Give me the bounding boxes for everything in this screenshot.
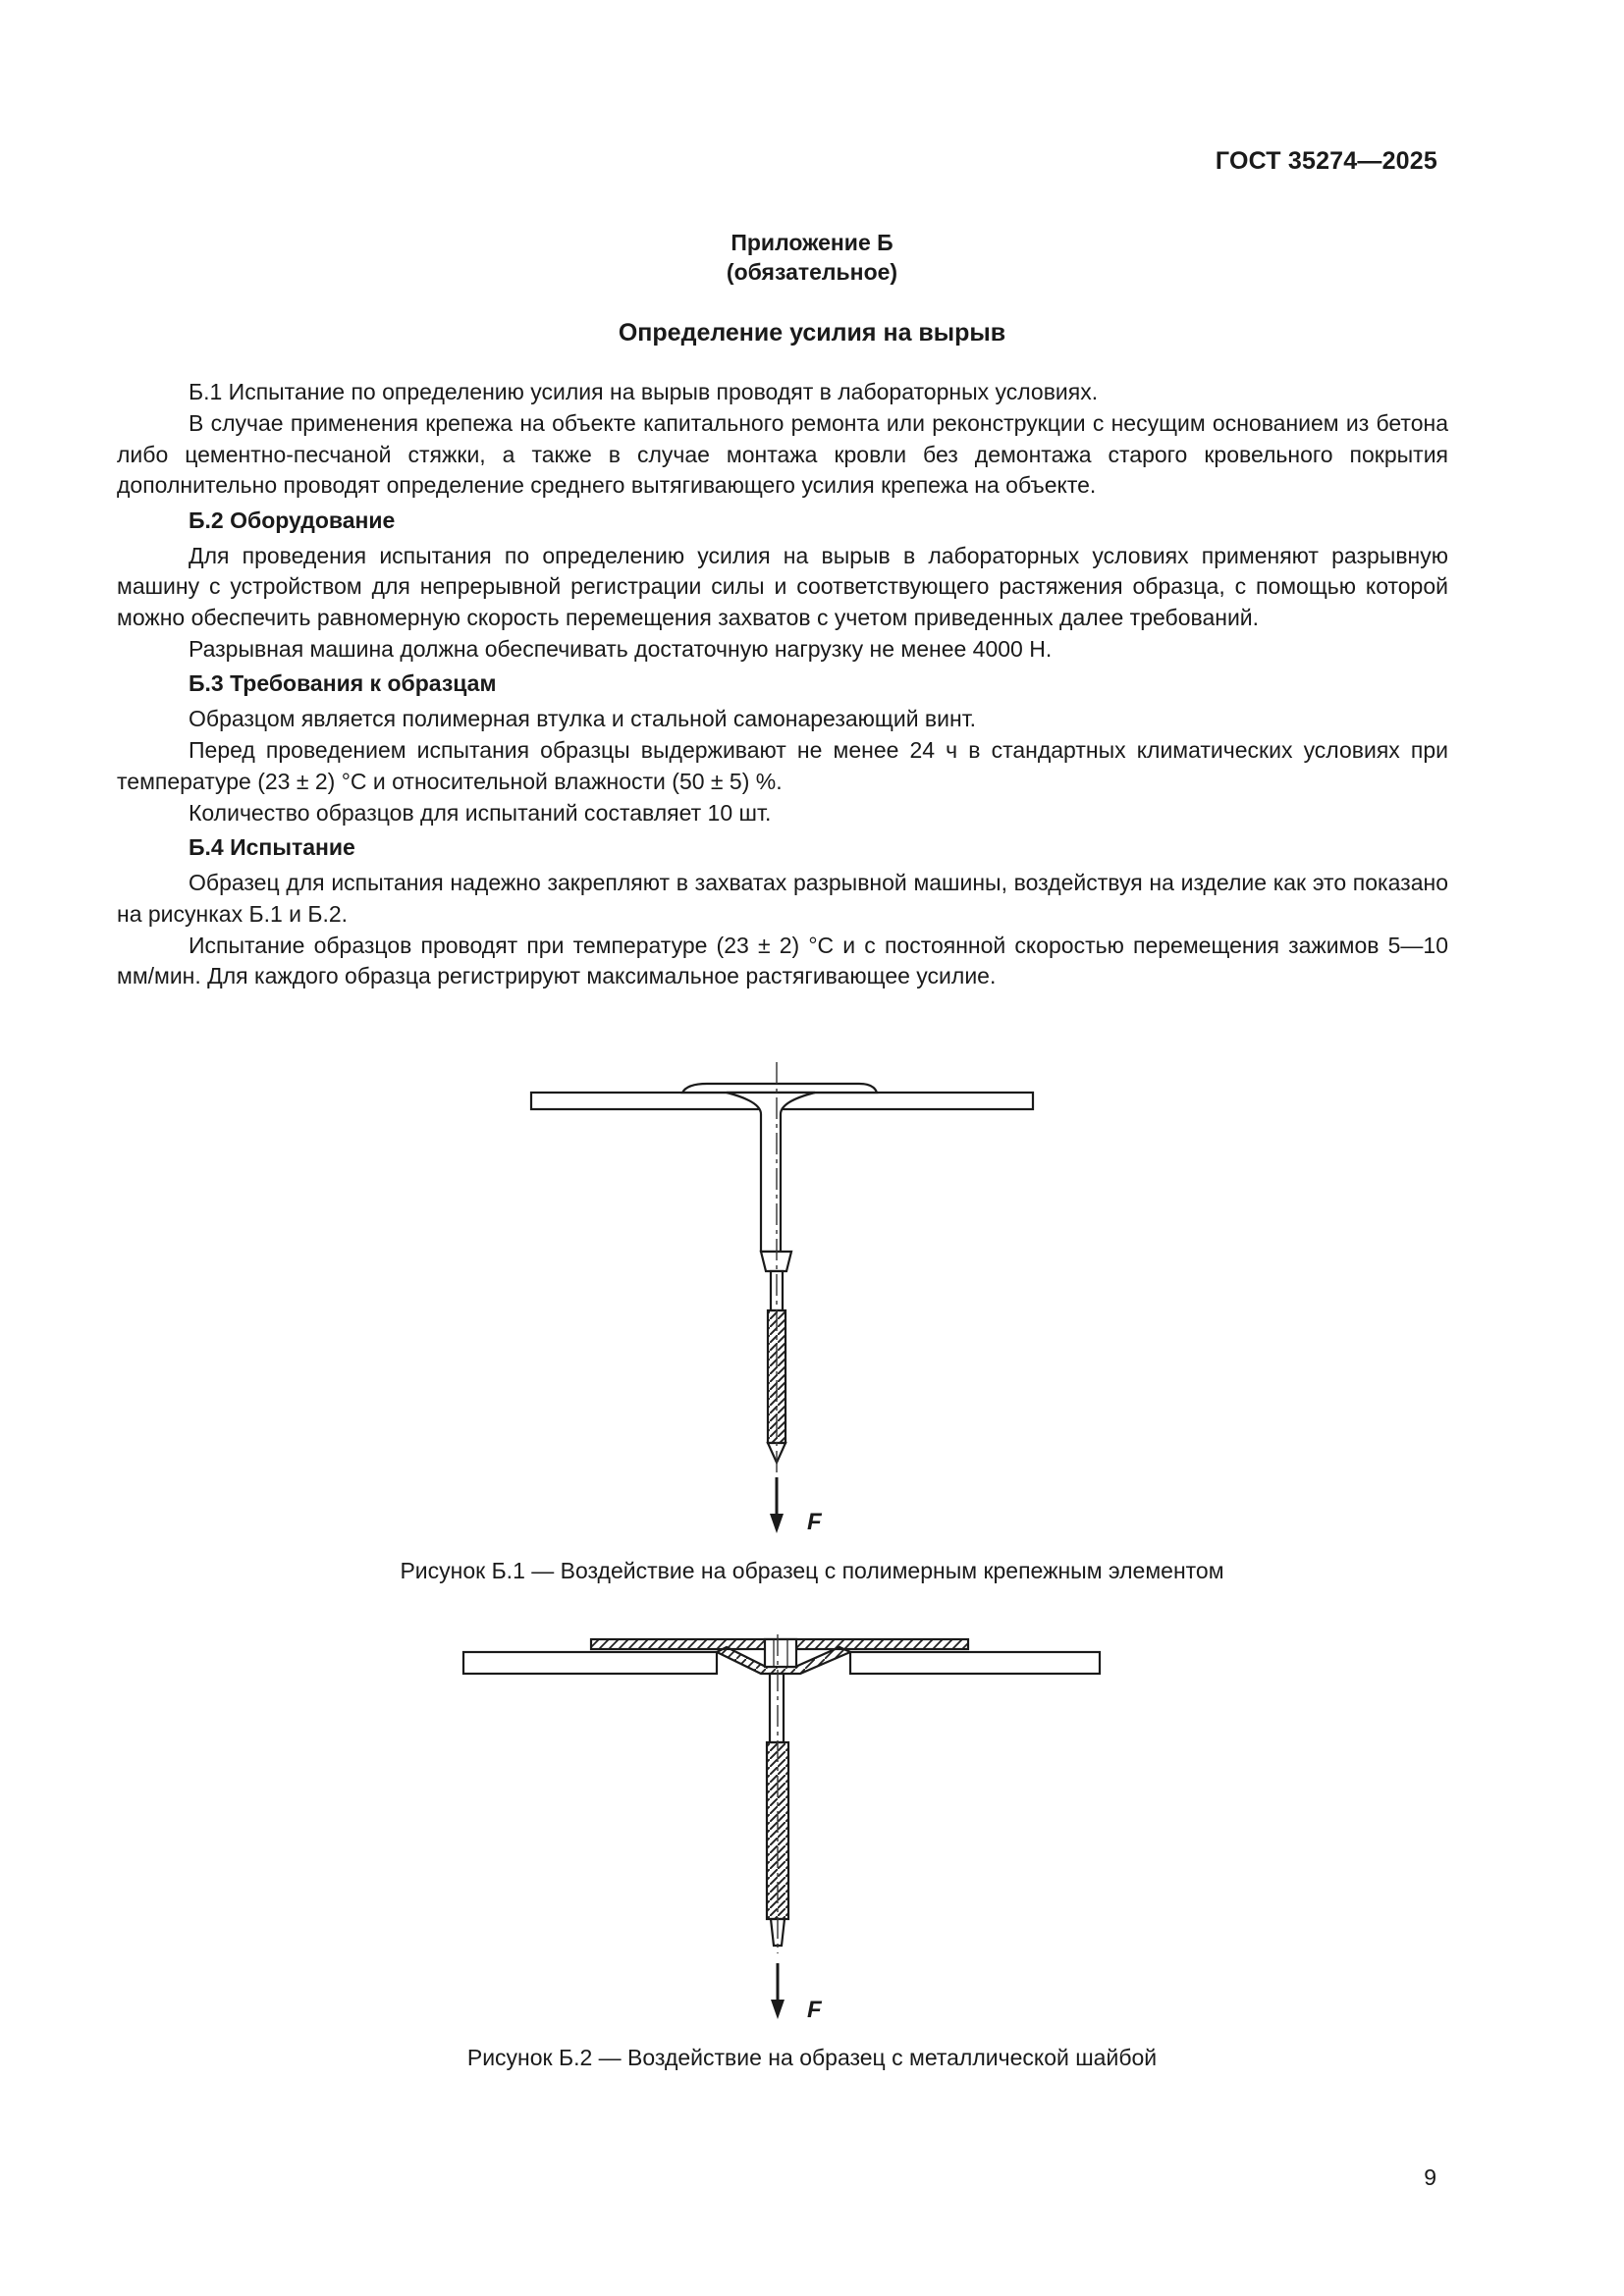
appendix-title: Приложение Б: [731, 230, 893, 255]
heading-b3: Б.3 Требования к образцам: [189, 670, 497, 696]
b1-force-label: F: [807, 1509, 822, 1535]
appendix-heading: [0, 228, 1624, 287]
paragraph-b2-equipment: Для проведения испытания по определению усилия на вырыв в лабораторных условиях применяют разрывную машину с устройством для непрерывной регистрации силы и соответствующего растяжения образца, с помощью которой можно обеспечить равномерную скорость перемещения захватов с учетом приведенных далее требований.: [117, 542, 1448, 630]
b1-sleeve-head: [682, 1084, 877, 1093]
figure-b1-caption: Рисунок Б.1 — Воздействие на образец с полимерным крепежным элементом: [400, 1558, 1224, 1583]
paragraph-b2-load: Разрывная машина должна обеспечивать достаточную нагрузку не менее 4000 Н.: [189, 635, 1053, 662]
paragraph-b3-conditioning: Перед проведением испытания образцы выдерживают не менее 24 ч в стандартных климатических условиях при температуре (23 ± 2) °С и относительной влажности (50 ± 5) %.: [117, 737, 1448, 794]
figure-b2-caption: Рисунок Б.2 — Воздействие на образец с металлической шайбой: [466, 2045, 1158, 2070]
b2-substrate-left: [463, 1652, 717, 1674]
b1-force-arrow: [770, 1477, 784, 1533]
figure-b1-drawing: [0, 1055, 1624, 1546]
body-text: [117, 377, 1448, 992]
paragraph-b1: Б.1 Испытание по определению усилия на вырыв проводят в лабораторных условиях.: [189, 379, 1099, 404]
b1-sleeve-body: [727, 1093, 815, 1252]
standard-code: ГОСТ 35274—2025: [1215, 147, 1437, 175]
b2-screw-head: [765, 1639, 796, 1667]
paragraph-b3-sample: Образцом является полимерная втулка и стальной самонарезающий винт.: [189, 706, 977, 731]
b2-force-arrow: [771, 1963, 785, 2019]
b2-substrate-right: [850, 1652, 1100, 1674]
heading-b4: Б.4 Испытание: [189, 834, 355, 860]
b2-force-label: F: [807, 1997, 822, 2023]
appendix-status: (обязательное): [726, 259, 898, 285]
figure-b2-drawing: [0, 1629, 1624, 2042]
paragraph-b3-count: Количество образцов для испытаний составляет 10 шт.: [189, 799, 772, 826]
page-number: 9: [1424, 2164, 1436, 2190]
paragraph-b1-detail: В случае применения крепежа на объекте капитального ремонта или реконструкции с несущим основанием из бетона либо цементно-песчаной стяжки, а также в случае монтажа кровли без демонтажа старого кровельного покрытия дополнительно проводят определение среднего вытягивающего усилия крепежа на объекте.: [117, 410, 1448, 498]
paragraph-b4-fixing: Образец для испытания надежно закрепляют в захватах разрывной машины, воздействуя на изделие как это показано на рисунках Б.1 и Б.2.: [117, 870, 1448, 927]
section-title: Определение усилия на вырыв: [618, 319, 1006, 347]
paragraph-b4-speed: Испытание образцов проводят при температуре (23 ± 2) °С и с постоянной скоростью перемещения зажимов 5—10 мм/мин. Для каждого образца регистрируют максимальное растягивающее усилие.: [117, 932, 1448, 988]
heading-b2: Б.2 Оборудование: [189, 507, 396, 533]
b2-screw-shank: [770, 1674, 784, 1742]
